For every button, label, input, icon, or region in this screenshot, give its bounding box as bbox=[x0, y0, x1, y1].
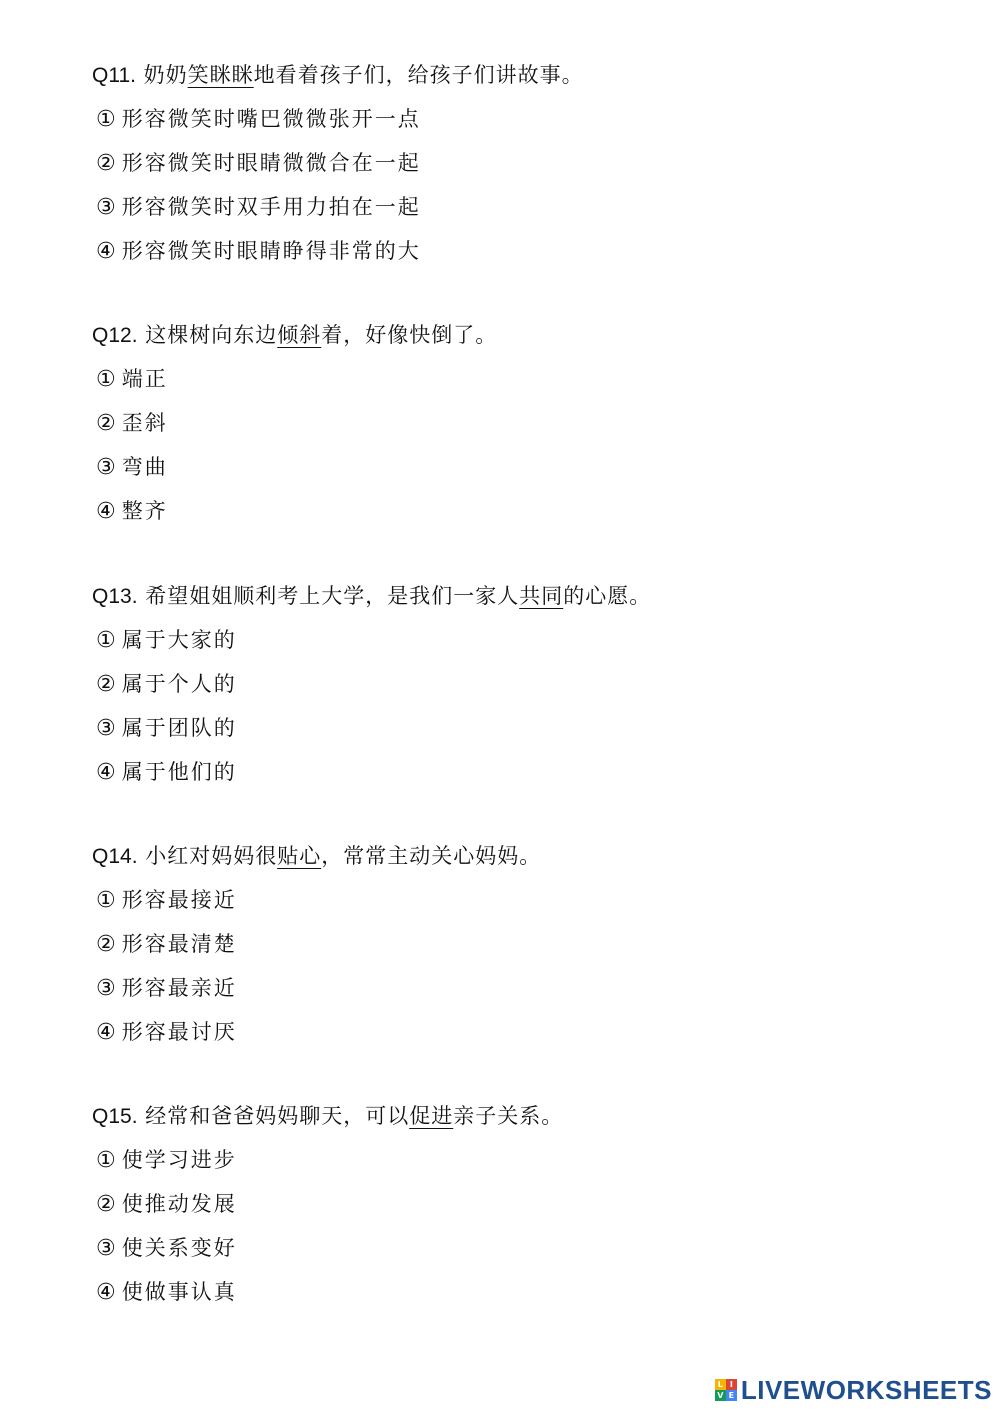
option-2[interactable] bbox=[92, 922, 932, 966]
question-number: Q15. bbox=[92, 1105, 138, 1128]
option-marker: ③ bbox=[96, 1236, 116, 1261]
underlined-term: 贴心 bbox=[277, 844, 322, 868]
option-text: 整齐 bbox=[121, 499, 168, 523]
option-4[interactable] bbox=[92, 1010, 932, 1054]
question-q14 bbox=[92, 834, 932, 1054]
option-marker: ② bbox=[96, 151, 116, 176]
option-3[interactable] bbox=[92, 966, 932, 1010]
option-text: 使学习进步 bbox=[121, 1148, 237, 1172]
option-marker: ④ bbox=[96, 760, 116, 785]
question-number: Q14. bbox=[92, 845, 138, 868]
stem-text: ，常常主动关心妈妈。 bbox=[321, 844, 542, 868]
option-4[interactable] bbox=[92, 1270, 932, 1314]
question-number: Q12. bbox=[92, 324, 138, 347]
option-4[interactable] bbox=[92, 229, 932, 273]
question-stem bbox=[92, 313, 932, 357]
question-stem bbox=[92, 574, 932, 618]
option-marker: ② bbox=[96, 672, 116, 697]
option-1[interactable] bbox=[92, 878, 932, 922]
option-marker: ④ bbox=[96, 499, 116, 524]
option-text: 属于他们的 bbox=[121, 760, 237, 784]
stem-text: 的心愿。 bbox=[563, 584, 652, 608]
option-1[interactable] bbox=[92, 357, 932, 401]
stem-text: 亲子关系。 bbox=[453, 1104, 564, 1128]
option-text: 形容微笑时眼睛微微合在一起 bbox=[121, 151, 421, 175]
option-3[interactable] bbox=[92, 445, 932, 489]
option-2[interactable] bbox=[92, 141, 932, 185]
logo-tile: E bbox=[726, 1390, 737, 1401]
option-marker: ① bbox=[96, 367, 116, 392]
underlined-term: 共同 bbox=[519, 584, 564, 608]
stem-text: 这棵树向东边 bbox=[145, 323, 278, 347]
question-q15 bbox=[92, 1094, 932, 1314]
underlined-term: 促进 bbox=[409, 1104, 454, 1128]
question-stem bbox=[92, 1094, 932, 1138]
option-1[interactable] bbox=[92, 1138, 932, 1182]
question-number: Q11. bbox=[92, 64, 136, 87]
question-q12 bbox=[92, 313, 932, 533]
option-marker: ④ bbox=[96, 239, 116, 264]
option-marker: ③ bbox=[96, 716, 116, 741]
logo-tile: V bbox=[715, 1390, 726, 1401]
brand-text: LIVEWORKSHEETS bbox=[740, 1374, 992, 1405]
option-marker: ③ bbox=[96, 976, 116, 1001]
stem-text: 地看着孩子们，给孩子们讲故事。 bbox=[253, 63, 584, 87]
option-text: 端正 bbox=[121, 367, 168, 391]
liveworksheets-brand bbox=[715, 1375, 992, 1405]
option-text: 形容微笑时眼睛睁得非常的大 bbox=[121, 239, 421, 263]
question-stem bbox=[92, 834, 932, 878]
option-4[interactable] bbox=[92, 750, 932, 794]
option-marker: ② bbox=[96, 411, 116, 436]
option-1[interactable] bbox=[92, 618, 932, 662]
option-3[interactable] bbox=[92, 185, 932, 229]
question-q11 bbox=[92, 53, 932, 273]
option-text: 形容最亲近 bbox=[121, 976, 237, 1000]
stem-text: 着，好像快倒了。 bbox=[321, 323, 498, 347]
underlined-term: 笑眯眯 bbox=[187, 63, 254, 87]
option-text: 形容最清楚 bbox=[121, 932, 237, 956]
stem-text: 经常和爸爸妈妈聊天，可以 bbox=[145, 1104, 410, 1128]
option-2[interactable] bbox=[92, 401, 932, 445]
option-1[interactable] bbox=[92, 97, 932, 141]
option-3[interactable] bbox=[92, 706, 932, 750]
question-q13 bbox=[92, 574, 932, 794]
stem-text: 希望姐姐顺利考上大学，是我们一家人 bbox=[145, 584, 520, 608]
option-text: 歪斜 bbox=[121, 411, 168, 435]
option-marker: ③ bbox=[96, 455, 116, 480]
option-text: 弯曲 bbox=[121, 455, 168, 479]
option-marker: ④ bbox=[96, 1020, 116, 1045]
option-text: 属于个人的 bbox=[121, 672, 237, 696]
option-text: 形容微笑时嘴巴微微张开一点 bbox=[121, 107, 421, 131]
option-2[interactable] bbox=[92, 662, 932, 706]
question-stem bbox=[92, 53, 932, 97]
question-number: Q13. bbox=[92, 585, 138, 608]
option-text: 形容最讨厌 bbox=[121, 1020, 237, 1044]
underlined-term: 倾斜 bbox=[277, 323, 322, 347]
option-marker: ① bbox=[96, 628, 116, 653]
option-3[interactable] bbox=[92, 1226, 932, 1270]
option-marker: ③ bbox=[96, 195, 116, 220]
option-marker: ① bbox=[96, 1148, 116, 1173]
logo-tile: L bbox=[715, 1379, 726, 1390]
stem-text: 小红对妈妈很 bbox=[145, 844, 278, 868]
liveworksheets-logo-icon bbox=[715, 1379, 737, 1401]
option-marker: ② bbox=[96, 932, 116, 957]
option-text: 使做事认真 bbox=[121, 1280, 237, 1304]
option-text: 使推动发展 bbox=[121, 1192, 237, 1216]
logo-tile: I bbox=[726, 1379, 737, 1390]
stem-text: 奶奶 bbox=[143, 63, 188, 87]
option-text: 使关系变好 bbox=[121, 1236, 237, 1260]
option-text: 形容微笑时双手用力拍在一起 bbox=[121, 195, 421, 219]
option-text: 形容最接近 bbox=[121, 888, 237, 912]
option-marker: ① bbox=[96, 107, 116, 132]
option-text: 属于团队的 bbox=[121, 716, 237, 740]
option-text: 属于大家的 bbox=[121, 628, 237, 652]
option-4[interactable] bbox=[92, 489, 932, 533]
option-marker: ① bbox=[96, 888, 116, 913]
option-2[interactable] bbox=[92, 1182, 932, 1226]
option-marker: ② bbox=[96, 1192, 116, 1217]
option-marker: ④ bbox=[96, 1280, 116, 1305]
